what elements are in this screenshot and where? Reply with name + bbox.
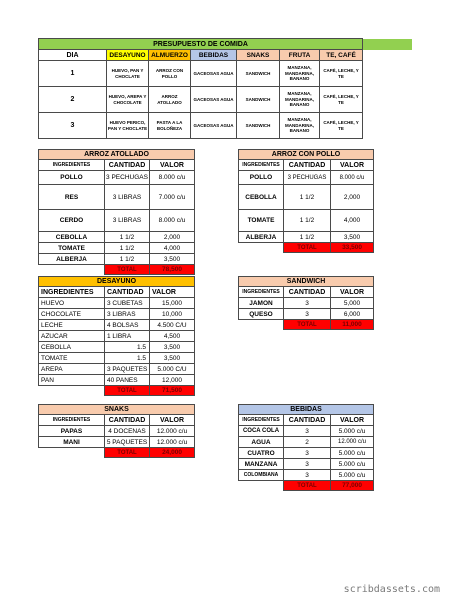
almuerzo-cell: ARROZ CON POLLO [149, 61, 191, 87]
ingredient-cell: CEBOLLA [39, 342, 105, 353]
value-cell: 4.500 C/U [150, 320, 195, 331]
total-label: TOTAL [105, 265, 150, 275]
column-header: INGREDIENTES [239, 287, 284, 298]
quantity-cell: 3 PECHUGAS [105, 171, 150, 185]
ingredient-cell: HUEVO [39, 298, 105, 309]
quantity-cell: 3 [284, 448, 331, 459]
table-row [39, 342, 195, 353]
table-row [239, 298, 374, 309]
quantity-cell: 1.5 [105, 342, 150, 353]
table-row [239, 426, 374, 437]
table-row [39, 309, 195, 320]
table-row [39, 320, 195, 331]
table-row [39, 243, 195, 254]
te-cafe-cell: CAFÉ, LECHE, Y TE [320, 61, 363, 87]
empty-cell [239, 320, 284, 330]
empty-cell [239, 243, 284, 253]
value-cell: 12.000 c/u [331, 437, 374, 448]
ingredient-cell: COLOMBIANA [239, 470, 284, 481]
quantity-cell: 1.5 [105, 353, 150, 364]
table-row [39, 426, 195, 437]
budget-table [38, 38, 413, 139]
section-title: DESAYUNO [39, 277, 195, 287]
ingredient-cell: POLLO [239, 171, 284, 185]
header-desayuno: DESAYUNO [107, 50, 149, 61]
value-cell: 2,000 [331, 185, 374, 210]
snaks-cell: SANDWICH [237, 113, 280, 139]
sandwich-table [238, 276, 374, 330]
budget-title-extension [363, 39, 413, 50]
te-cafe-cell: CAFÉ, LECHE, Y TE [320, 87, 363, 113]
ingredient-cell: LECHE [39, 320, 105, 331]
table-row [39, 353, 195, 364]
quantity-cell: 3 [284, 298, 331, 309]
column-header: VALOR [150, 160, 195, 171]
quantity-cell: 3 PECHUGAS [284, 171, 331, 185]
table-row [39, 185, 195, 210]
total-label: TOTAL [284, 320, 331, 330]
quantity-cell: 3 [284, 426, 331, 437]
total-label: TOTAL [284, 481, 331, 491]
empty-cell [239, 481, 284, 491]
value-cell: 6,000 [331, 309, 374, 320]
arroz-atollado-table [38, 149, 195, 275]
header-dia: DIA [39, 50, 107, 61]
quantity-cell: 1 1/2 [105, 243, 150, 254]
header-fruta: FRUTA [280, 50, 320, 61]
bebidas-cell: GACEOSAS AGUA [191, 61, 237, 87]
section-title: ARROZ ATOLLADO [39, 150, 195, 160]
value-cell: 3,500 [150, 254, 195, 265]
table-row [39, 364, 195, 375]
ingredient-cell: PAN [39, 375, 105, 386]
ingredient-cell: CHOCOLATE [39, 309, 105, 320]
table-row [39, 210, 195, 232]
total-label: TOTAL [284, 243, 331, 253]
table-row [39, 87, 413, 113]
quantity-cell: 4 BOLSAS [105, 320, 150, 331]
empty-cell [363, 61, 413, 87]
ingredient-cell: AGUA [239, 437, 284, 448]
ingredient-cell: AREPA [39, 364, 105, 375]
quantity-cell: 1 1/2 [284, 185, 331, 210]
quantity-cell: 3 LIBRAS [105, 185, 150, 210]
ingredient-cell: RES [39, 185, 105, 210]
column-header: INGREDIENTES [239, 415, 284, 426]
quantity-cell: 5 PAQUETES [105, 437, 150, 448]
value-cell: 5.000 c/u [331, 426, 374, 437]
ingredient-cell: MANI [39, 437, 105, 448]
value-cell: 4,500 [150, 331, 195, 342]
quantity-cell: 3 [284, 459, 331, 470]
value-cell: 3,500 [150, 353, 195, 364]
table-row [239, 459, 374, 470]
quantity-cell: 1 1/2 [105, 254, 150, 265]
column-header: INGREDIENTES [39, 160, 105, 171]
table-row [239, 171, 374, 185]
column-header: VALOR [150, 415, 195, 426]
fruta-cell: MANZANA, MANDARINA, BANANO [280, 61, 320, 87]
total-label: TOTAL [105, 448, 150, 458]
ingredient-cell: COCA COLA [239, 426, 284, 437]
ingredient-cell: AZUCAR [39, 331, 105, 342]
ingredient-cell: ALBERJA [239, 232, 284, 243]
table-row [39, 113, 413, 139]
column-header: CANTIDAD [105, 415, 150, 426]
total-value: 77,000 [331, 481, 374, 491]
section-title: BEBIDAS [239, 405, 374, 415]
table-row [39, 375, 195, 386]
value-cell: 5.000 c/u [331, 470, 374, 481]
snaks-cell: SANDWICH [237, 61, 280, 87]
dia-cell: 1 [39, 61, 107, 87]
ingredient-cell: CEBOLLA [39, 232, 105, 243]
value-cell: 15,000 [150, 298, 195, 309]
empty-cell [363, 113, 413, 139]
snaks-cell: SANDWICH [237, 87, 280, 113]
watermark-text: scribdassets.com [343, 584, 440, 595]
ingredient-cell: QUESO [239, 309, 284, 320]
value-cell: 5.000 c/u [331, 459, 374, 470]
ingredient-cell: TOMATE [239, 210, 284, 232]
ingredient-cell: CUATRO [239, 448, 284, 459]
column-header: CANTIDAD [284, 415, 331, 426]
table-row [239, 309, 374, 320]
arroz-con-pollo-table [238, 149, 374, 253]
total-value: 24,000 [150, 448, 195, 458]
column-header: INGREDIENTES [239, 160, 284, 171]
quantity-cell: 1 LIBRA [105, 331, 150, 342]
header-almuerzo: ALMUERZO [149, 50, 191, 61]
table-row [39, 171, 195, 185]
quantity-cell: 3 [284, 470, 331, 481]
desayuno-table [38, 276, 195, 396]
budget-title: PRESUPUESTO DE COMIDA [39, 39, 363, 50]
value-cell: 12,000 [150, 375, 195, 386]
quantity-cell: 1 1/2 [284, 232, 331, 243]
value-cell: 4,000 [331, 210, 374, 232]
desayuno-cell: HUEVO, PAN Y CHOCLATE [107, 61, 149, 87]
empty-cell [39, 386, 105, 396]
table-row [39, 232, 195, 243]
empty-cell [39, 265, 105, 275]
column-header: VALOR [150, 287, 195, 298]
dia-cell: 2 [39, 87, 107, 113]
snaks-table [38, 404, 195, 458]
fruta-cell: MANZANA, MANDARINA, BANANO [280, 113, 320, 139]
column-header: INGREDIENTES [39, 415, 105, 426]
total-value: 11,000 [331, 320, 374, 330]
value-cell: 2,000 [150, 232, 195, 243]
value-cell: 12.000 c/u [150, 437, 195, 448]
column-header: VALOR [331, 287, 374, 298]
ingredient-cell: MANZANA [239, 459, 284, 470]
value-cell: 3,500 [331, 232, 374, 243]
table-row [239, 470, 374, 481]
fruta-cell: MANZANA, MANDARINA, BANANO [280, 87, 320, 113]
dia-cell: 3 [39, 113, 107, 139]
bebidas-table [238, 404, 374, 491]
table-row [239, 210, 374, 232]
total-value: 33,500 [331, 243, 374, 253]
column-header: CANTIDAD [105, 287, 150, 298]
ingredient-cell: TOMATE [39, 353, 105, 364]
column-header: INGREDIENTES [39, 287, 105, 298]
desayuno-cell: HUEVO PERICO, PAN Y CHOCLATE [107, 113, 149, 139]
total-value: 71,500 [150, 386, 195, 396]
almuerzo-cell: PASTA A LA BOLOÑEZA [149, 113, 191, 139]
header-bebidas: BEBIDAS [191, 50, 237, 61]
table-row [239, 232, 374, 243]
almuerzo-cell: ARROZ ATOLLADO [149, 87, 191, 113]
table-row [239, 185, 374, 210]
value-cell: 5,000 [331, 298, 374, 309]
total-label: TOTAL [105, 386, 150, 396]
te-cafe-cell: CAFÉ, LECHE, Y TE [320, 113, 363, 139]
header-te-cafe: TE, CAFÉ [320, 50, 363, 61]
column-header: CANTIDAD [284, 160, 331, 171]
value-cell: 5.000 c/u [331, 448, 374, 459]
value-cell: 5.000 C/U [150, 364, 195, 375]
empty-cell [363, 50, 413, 61]
quantity-cell: 3 LIBRAS [105, 210, 150, 232]
table-row [39, 61, 413, 87]
quantity-cell: 3 LIBRAS [105, 309, 150, 320]
value-cell: 8.000 c/u [150, 210, 195, 232]
column-header: CANTIDAD [105, 160, 150, 171]
quantity-cell: 4 DOCENAS [105, 426, 150, 437]
bebidas-cell: GACEOSAS AGUA [191, 87, 237, 113]
total-value: 78,500 [150, 265, 195, 275]
empty-cell [363, 87, 413, 113]
table-row [239, 437, 374, 448]
column-header: VALOR [331, 415, 374, 426]
bebidas-cell: GACEOSAS AGUA [191, 113, 237, 139]
value-cell: 3,500 [150, 342, 195, 353]
ingredient-cell: CEBOLLA [239, 185, 284, 210]
quantity-cell: 1 1/2 [105, 232, 150, 243]
value-cell: 8.000 c/u [331, 171, 374, 185]
header-snaks: SNAKS [237, 50, 280, 61]
table-row [239, 448, 374, 459]
table-row [39, 437, 195, 448]
quantity-cell: 2 [284, 437, 331, 448]
ingredient-cell: POLLO [39, 171, 105, 185]
table-row [39, 298, 195, 309]
ingredient-cell: PAPAS [39, 426, 105, 437]
column-header: VALOR [331, 160, 374, 171]
quantity-cell: 3 PAQUETES [105, 364, 150, 375]
value-cell: 10,000 [150, 309, 195, 320]
section-title: ARROZ CON POLLO [239, 150, 374, 160]
value-cell: 7.000 c/u [150, 185, 195, 210]
quantity-cell: 3 [284, 309, 331, 320]
ingredient-cell: ALBERJA [39, 254, 105, 265]
desayuno-cell: HUEVO, AREPA Y CHOCOLATE [107, 87, 149, 113]
ingredient-cell: CERDO [39, 210, 105, 232]
quantity-cell: 3 CUBETAS [105, 298, 150, 309]
quantity-cell: 40 PANES [105, 375, 150, 386]
column-header: CANTIDAD [284, 287, 331, 298]
table-row [39, 331, 195, 342]
section-title: SNAKS [39, 405, 195, 415]
value-cell: 8.000 c/u [150, 171, 195, 185]
value-cell: 12.000 c/u [150, 426, 195, 437]
ingredient-cell: TOMATE [39, 243, 105, 254]
quantity-cell: 1 1/2 [284, 210, 331, 232]
section-title: SANDWICH [239, 277, 374, 287]
value-cell: 4,000 [150, 243, 195, 254]
table-row [39, 254, 195, 265]
empty-cell [39, 448, 105, 458]
ingredient-cell: JAMON [239, 298, 284, 309]
